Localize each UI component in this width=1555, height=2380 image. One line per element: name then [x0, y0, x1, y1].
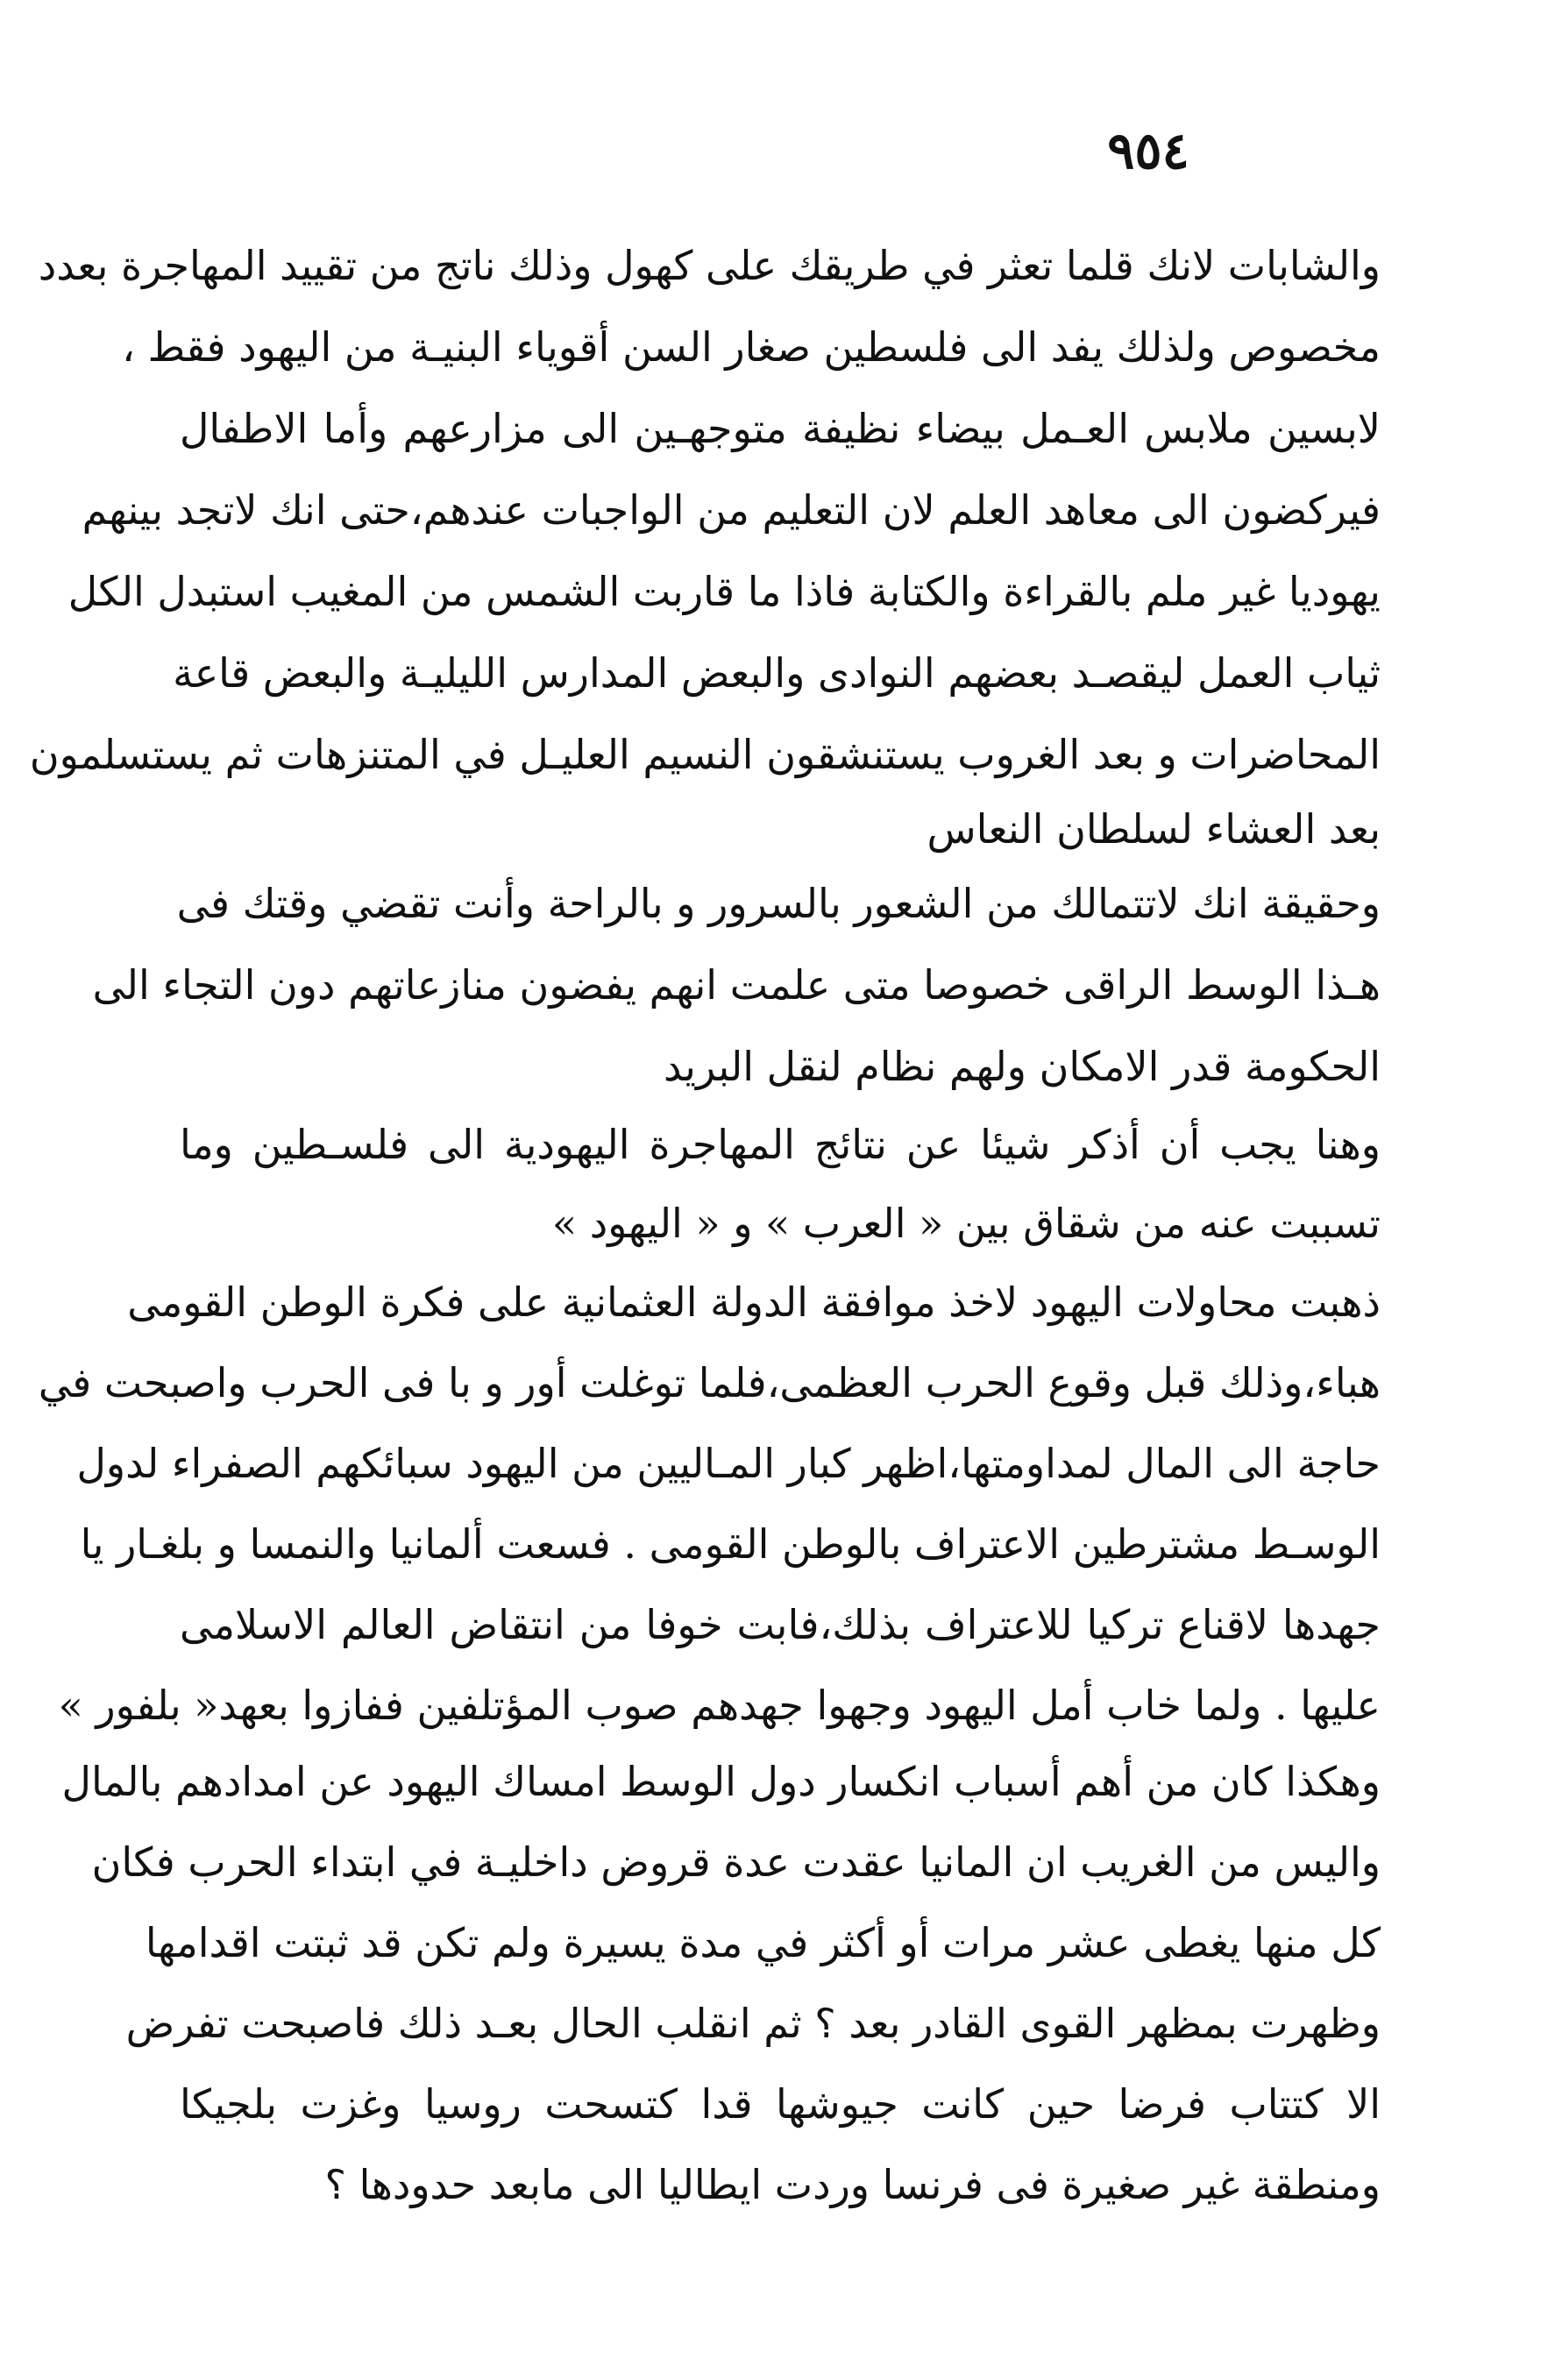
text-line: وحقيقة انك لاتتمالك من الشعور بالسرور و بالراحة وأنت تقضي وقتك فى: [176, 880, 1381, 927]
text-line: فيركضون الى معاهد العلم لان التعليم من الواجبات عندهم،حتى انك لاتجد بينهم: [82, 486, 1381, 534]
text-line: وهكذا كان من أهم أسباب انكسار دول الوسط امساك اليهود عن امدادهم بالمال: [61, 1758, 1381, 1805]
text-line: لابسين ملابس العـمل بيضاء نظيفة متوجهـين الى مزارعهم وأما الاطفال: [180, 405, 1381, 452]
page-number: ٩٥٤: [1107, 121, 1189, 181]
text-line: الحكومة قدر الامكان ولهم نظام لنقل البريد: [664, 1043, 1381, 1090]
text-line: وظهرت بمظهر القوى القادر بعد ؟ ثم انقلب الحال بعـد ذلك فاصبحت تفرض: [125, 2000, 1381, 2047]
text-line: واليس من الغريب ان المانيا عقدت عدة قروض داخليـة في ابتداء الحرب فكان: [91, 1838, 1381, 1886]
text-line: هـذا الوسط الراقى خصوصا متى علمت انهم يفضون منازعاتهم دون التجاء الى: [92, 961, 1381, 1009]
text-line: الا كتتاب فرضا حين كانت جيوشها قدا كتسحت روسيا وغزت بلجيكا: [180, 2080, 1381, 2128]
text-line: بعد العشاء لسلطان النعاس: [927, 805, 1381, 853]
text-line: هباء،وذلك قبل وقوع الحرب العظمى،فلما توغلت أور و با فى الحرب واصبحت في: [38, 1359, 1381, 1406]
text-line: والشابات لانك قلما تعثر في طريقك على كهول وذلك ناتج من تقييد المهاجرة بعدد: [38, 242, 1381, 289]
text-line: جهدها لاقناع تركيا للاعتراف بذلك،فابت خوفا من انتقاض العالم الاسلامى: [180, 1601, 1381, 1648]
text-line: عليها . ولما خاب أمل اليهود وجهوا جهدهم صوب المؤتلفين ففازوا بعهد« بلفور »: [58, 1682, 1381, 1729]
text-line: ثياب العمل ليقصـد بعضهم النوادى والبعض المدارس الليليـة والبعض قاعة: [173, 649, 1381, 697]
text-line: حاجة الى المال لمداومتها،اظهر كبار المـاليين من اليهود سبائكهم الصفراء لدول: [76, 1440, 1381, 1487]
text-line: كل منها يغطى عشر مرات أو أكثر في مدة يسيرة ولم تكن قد ثبتت اقدامها: [145, 1919, 1381, 1966]
text-line: وهنا يجب أن أذكر شيئا عن نتائج المهاجرة اليهودية الى فلسـطين وما: [180, 1121, 1381, 1168]
text-line: يهوديا غير ملم بالقراءة والكتابة فاذا ما قاربت الشمس من المغيب استبدل الكل: [67, 568, 1381, 615]
text-line: تسببت عنه من شقاق بين « العرب » و « اليهود »: [551, 1200, 1381, 1247]
text-line: ذهبت محاولات اليهود لاخذ موافقة الدولة العثمانية على فكرة الوطن القومى: [127, 1279, 1381, 1326]
text-line: المحاضرات و بعد الغروب يستنشقون النسيم العليـل في المتنزهات ثم يستسلمون: [29, 731, 1381, 778]
text-line: ومنطقة غير صغيرة فى فرنسا وردت ايطاليا الى مابعد حدودها ؟: [324, 2161, 1381, 2208]
text-line: الوسـط مشترطين الاعتراف بالوطن القومى . فسعت ألمانيا والنمسا و بلغـار يا: [80, 1520, 1381, 1568]
text-line: مخصوص ولذلك يفد الى فلسطين صغار السن أقوياء البنيـة من اليهود فقط ،: [122, 323, 1381, 371]
